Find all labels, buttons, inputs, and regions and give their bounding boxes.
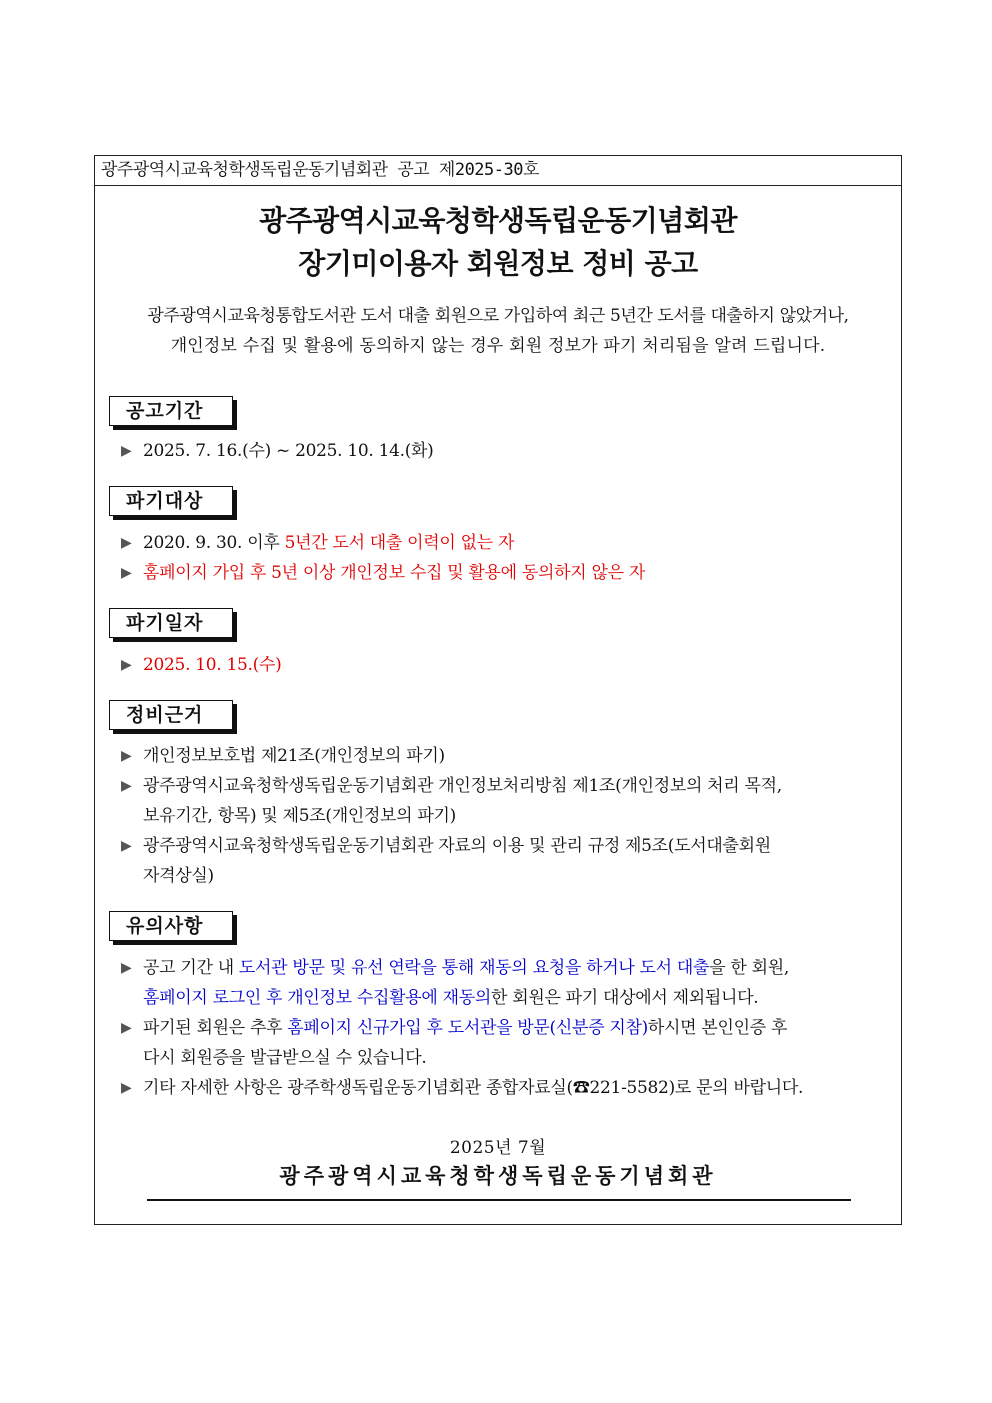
section-heading-basis: 정비근거 (109, 700, 233, 730)
triangle-right-icon: ▶ (121, 535, 132, 551)
notes-text: 하시면 본인인증 후 (647, 1018, 788, 1038)
basis-text-continued: 자격상실) (143, 866, 214, 886)
footer-divider (147, 1199, 851, 1201)
notes-text-highlight: 홈페이지 신규가입 후 도서관을 방문(신분증 지참) (287, 1018, 648, 1038)
target-text-highlight: 홈페이지 가입 후 5년 이상 개인정보 수집 및 활용에 동의하지 않은 자 (143, 563, 645, 583)
intro-text-line1: 광주광역시교육청통합도서관 도서 대출 회원으로 가입하여 최근 5년간 도서를 대출하지 않았거나, (147, 306, 849, 326)
notes-text-highlight: 도서관 방문 및 유선 연락을 통해 재동의 요청을 하거나 도서 대출 (238, 958, 710, 978)
notice-number: 광주광역시교육청학생독립운동기념회관 공고 제2025-30호 (95, 156, 901, 186)
list-item (121, 436, 891, 461)
notes-text: 기타 자세한 사항은 광주학생독립운동기념회관 종합자료실( (143, 1078, 573, 1098)
notes-text-continued: 다시 회원증을 발급받으실 수 있습니다. (143, 1048, 427, 1068)
notes-text: 을 한 회원, (709, 958, 789, 978)
list-item (121, 1073, 891, 1098)
list-item (121, 650, 891, 675)
triangle-right-icon: ▶ (121, 1080, 132, 1096)
notes-text-highlight: 홈페이지 로그인 후 개인정보 수집활용에 재동의 (143, 988, 491, 1008)
footer-organization: 광주광역시교육청학생독립운동기념회관 (279, 1163, 717, 1188)
triangle-right-icon: ▶ (121, 657, 132, 673)
list-item (121, 953, 891, 978)
target-text-pre: 2020. 9. 30. 이후 (143, 533, 285, 553)
basis-text-continued: 보유기간, 항목) 및 제5조(개인정보의 파기) (143, 806, 456, 826)
notes-text: 공고 기간 내 (143, 958, 239, 978)
basis-text: 광주광역시교육청학생독립운동기념회관 개인정보처리방침 제1조(개인정보의 처리 목적, (143, 776, 782, 796)
list-item (121, 741, 891, 766)
period-text: 2025. 7. 16.(수) ~ 2025. 10. 14.(화) (143, 441, 434, 461)
section-heading-period: 공고기간 (109, 396, 233, 426)
triangle-right-icon: ▶ (121, 778, 132, 794)
notes-text: 한 회원은 파기 대상에서 제외됩니다. (490, 988, 759, 1008)
triangle-right-icon: ▶ (121, 960, 132, 976)
list-item (121, 771, 891, 796)
basis-text: 광주광역시교육청학생독립운동기념회관 자료의 이용 및 관리 규정 제5조(도서대출회원 (143, 836, 771, 856)
notice-frame (94, 155, 902, 1225)
page-title-line2: 장기미이용자 회원정보 정비 공고 (298, 247, 698, 280)
triangle-right-icon: ▶ (121, 443, 132, 459)
basis-text: 개인정보보호법 제21조(개인정보의 파기) (143, 746, 445, 766)
list-item (121, 831, 891, 856)
triangle-right-icon: ▶ (121, 1020, 132, 1036)
list-item (121, 558, 891, 583)
intro-text-line2: 개인정보 수집 및 활용에 동의하지 않는 경우 회원 정보가 파기 처리됨을 알려 드립니다. (170, 336, 826, 356)
phone-icon: ☎ (572, 1078, 590, 1098)
list-item (121, 1013, 891, 1038)
notes-text: 파기된 회원은 추후 (143, 1018, 288, 1038)
triangle-right-icon: ▶ (121, 748, 132, 764)
section-heading-date: 파기일자 (109, 608, 233, 638)
target-text-highlight: 5년간 도서 대출 이력이 없는 자 (284, 533, 515, 553)
section-heading-target: 파기대상 (109, 486, 233, 516)
triangle-right-icon: ▶ (121, 565, 132, 581)
list-item (121, 528, 891, 553)
page-title-line1: 광주광역시교육청학생독립운동기념회관 (259, 204, 737, 237)
notes-text: )로 문의 바랍니다. (668, 1078, 804, 1098)
phone-number: 221-5582 (589, 1078, 669, 1098)
footer-date: 2025년 7월 (449, 1138, 547, 1158)
section-heading-notes: 유의사항 (109, 911, 233, 941)
triangle-right-icon: ▶ (121, 838, 132, 854)
list-item-continued (121, 983, 913, 1008)
destruction-date: 2025. 10. 15.(수) (143, 655, 282, 675)
